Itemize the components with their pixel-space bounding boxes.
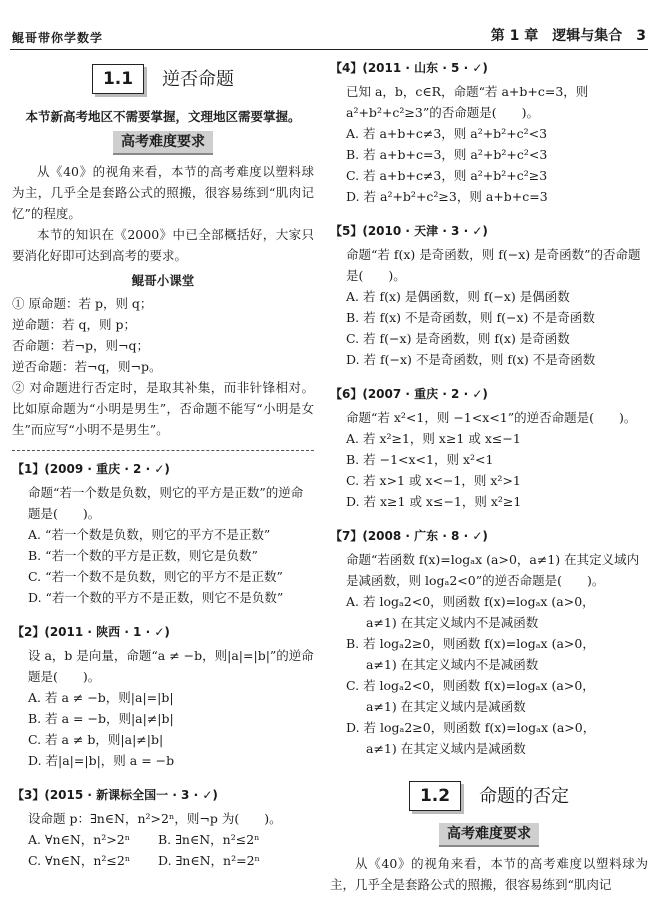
option: B. 若 f(x) 不是奇函数，则 f(−x) 不是奇函数 <box>346 310 595 325</box>
option: C. 若 x>1 或 x<−1，则 x²>1 <box>346 473 521 488</box>
question-tag: 【7】(2008 · 广东 · 8 · ✓) <box>330 529 488 543</box>
option: D. 若 logₐ2≥0，则函数 f(x)=logₐx (a>0， <box>346 720 596 735</box>
option: C. 若 a ≠ b，则|a|≠|b| <box>28 732 164 747</box>
question-stem: 设 a，b 是向量，命题“a ≠ −b，则|a|=|b|”的逆命题是( )。 <box>28 648 314 684</box>
right-column <box>330 58 648 895</box>
option: C. ∀n∈N，n²≤2ⁿ <box>28 853 131 868</box>
question-tag: 【1】(2009 · 重庆 · 2 · ✓) <box>12 462 170 476</box>
option: B. 若 a+b+c=3，则 a²+b²+c²<3 <box>346 147 548 162</box>
class-line: ② 对命题进行否定时，是取其补集，而非针锋相对。比如原命题为“小明是男生”，否命题不能写“小明是女生”而应写“小明不是男生”。 <box>12 380 314 437</box>
option: D. 若 a²+b²+c²≥3，则 a+b+c=3 <box>346 189 548 204</box>
class-line: 逆否命题：若¬q，则¬p。 <box>12 359 162 374</box>
question-tag: 【2】(2011 · 陕西 · 1 · ✓) <box>12 625 170 639</box>
option: D. “若一个数的平方不是正数，则它不是负数” <box>28 590 284 605</box>
option: B. ∃n∈N，n²≤2ⁿ <box>158 832 260 847</box>
header-rule <box>10 49 648 50</box>
question-stem: 设命题 p：∃n∈N，n²>2ⁿ，则¬p 为( )。 <box>28 811 282 826</box>
option: D. 若 x≥1 或 x≤−1，则 x²≥1 <box>346 494 522 509</box>
option: C. 若 a+b+c≠3，则 a²+b²+c²≥3 <box>346 168 548 183</box>
option: A. “若一个数是负数，则它的平方不是正数” <box>28 527 271 542</box>
question-tag: 【3】(2015 · 新课标全国一 · 3 · ✓) <box>12 788 218 802</box>
question-2 <box>12 622 314 771</box>
option: C. “若一个数不是负数，则它的平方不是正数” <box>28 569 283 584</box>
question-3 <box>12 785 314 871</box>
mini-class-title: 鲲哥小课堂 <box>131 273 195 288</box>
option: C. 若 f(−x) 是奇函数，则 f(x) 是奇函数 <box>346 331 570 346</box>
section-number: 1.2 <box>409 781 461 811</box>
class-line: 否命题：若¬p，则¬q； <box>12 338 149 353</box>
class-line: 逆命题：若 q，则 p； <box>12 317 136 332</box>
option: A. 若 logₐ2<0，则函数 f(x)=logₐx (a>0， <box>346 594 595 609</box>
option: A. 若 a+b+c≠3，则 a²+b²+c²<3 <box>346 126 548 141</box>
section-title: 命题的否定 <box>479 785 570 807</box>
difficulty-banner: 高考难度要求 <box>439 823 539 847</box>
question-4 <box>330 58 648 207</box>
option-continued: a≠1) 在其定义域内是减函数 <box>366 699 526 714</box>
question-tag: 【5】(2010 · 天津 · 3 · ✓) <box>330 224 488 238</box>
section-number: 1.1 <box>92 64 144 94</box>
book-title: 鲲哥带你学数学 <box>12 31 104 45</box>
option-continued: a≠1) 在其定义域内不是减函数 <box>366 657 539 672</box>
question-6 <box>330 384 648 512</box>
intro-paragraph: 本节的知识在《2000》中已全部概括好，大家只要消化好即可达到高考的要求。 <box>12 227 314 263</box>
question-tag: 【4】(2011 · 山东 · 5 · ✓) <box>330 61 488 75</box>
intro-paragraph: 从《40》的视角来看，本节的高考难度以塑料球为主，几乎全是套路公式的照搬，很容易练到“肌肉记 <box>330 856 648 892</box>
question-stem: 命题“若 x²<1，则 −1<x<1”的逆否命题是( )。 <box>346 410 637 425</box>
option: D. 若|a|=|b|，则 a = −b <box>28 753 175 768</box>
dashed-divider <box>12 450 314 451</box>
question-1 <box>12 459 314 608</box>
intro-paragraph: 从《40》的视角来看，本节的高考难度以塑料球为主，几乎全是套路公式的照搬，很容易练到“肌肉记忆”的程度。 <box>12 164 314 221</box>
option: C. 若 logₐ2<0，则函数 f(x)=logₐx (a>0， <box>346 678 595 693</box>
section-notice: 本节新高考地区不需要掌握，文理地区需要掌握。 <box>25 109 301 124</box>
class-line: ① 原命题：若 p，则 q； <box>12 296 153 311</box>
section-1-2-heading <box>330 781 648 811</box>
difficulty-banner: 高考难度要求 <box>113 131 213 155</box>
question-stem: 命题“若 f(x) 是奇函数，则 f(−x) 是奇函数”的否命题是( )。 <box>346 247 641 283</box>
option: B. 若 −1<x<1，则 x²<1 <box>346 452 494 467</box>
option: A. 若 a ≠ −b，则|a|=|b| <box>28 690 174 705</box>
option: A. 若 x²≥1，则 x≥1 或 x≤−1 <box>346 431 521 446</box>
chapter-page-header: 第 1 章 逻辑与集合 3 <box>490 28 646 44</box>
section-title: 逆否命题 <box>162 68 235 90</box>
option: D. 若 f(−x) 不是奇函数，则 f(x) 不是奇函数 <box>346 352 596 367</box>
option: B. 若 a = −b，则|a|≠|b| <box>28 711 174 726</box>
option: A. 若 f(x) 是偶函数，则 f(−x) 是偶函数 <box>346 289 570 304</box>
question-stem: 命题“若函数 f(x)=logₐx (a>0，a≠1) 在其定义域内是减函数，则 logₐ2<0”的逆否命题是( )。 <box>346 552 640 588</box>
left-column <box>12 58 314 885</box>
option-continued: a≠1) 在其定义域内不是减函数 <box>366 615 539 630</box>
option: D. ∃n∈N，n²=2ⁿ <box>158 853 260 868</box>
question-tag: 【6】(2007 · 重庆 · 2 · ✓) <box>330 387 488 401</box>
option: B. 若 logₐ2≥0，则函数 f(x)=logₐx (a>0， <box>346 636 595 651</box>
section-1-1-heading <box>12 64 314 94</box>
question-stem: 命题“若一个数是负数，则它的平方是正数”的逆命题是( )。 <box>28 485 304 521</box>
question-stem: 已知 a，b，c∈R，命题“若 a+b+c=3，则 a²+b²+c²≥3”的否命题是( )。 <box>346 84 589 120</box>
question-5 <box>330 221 648 370</box>
option: B. “若一个数的平方是正数，则它是负数” <box>28 548 258 563</box>
option: A. ∀n∈N，n²>2ⁿ <box>28 832 131 847</box>
question-7 <box>330 526 648 759</box>
option-continued: a≠1) 在其定义域内是减函数 <box>366 741 526 756</box>
